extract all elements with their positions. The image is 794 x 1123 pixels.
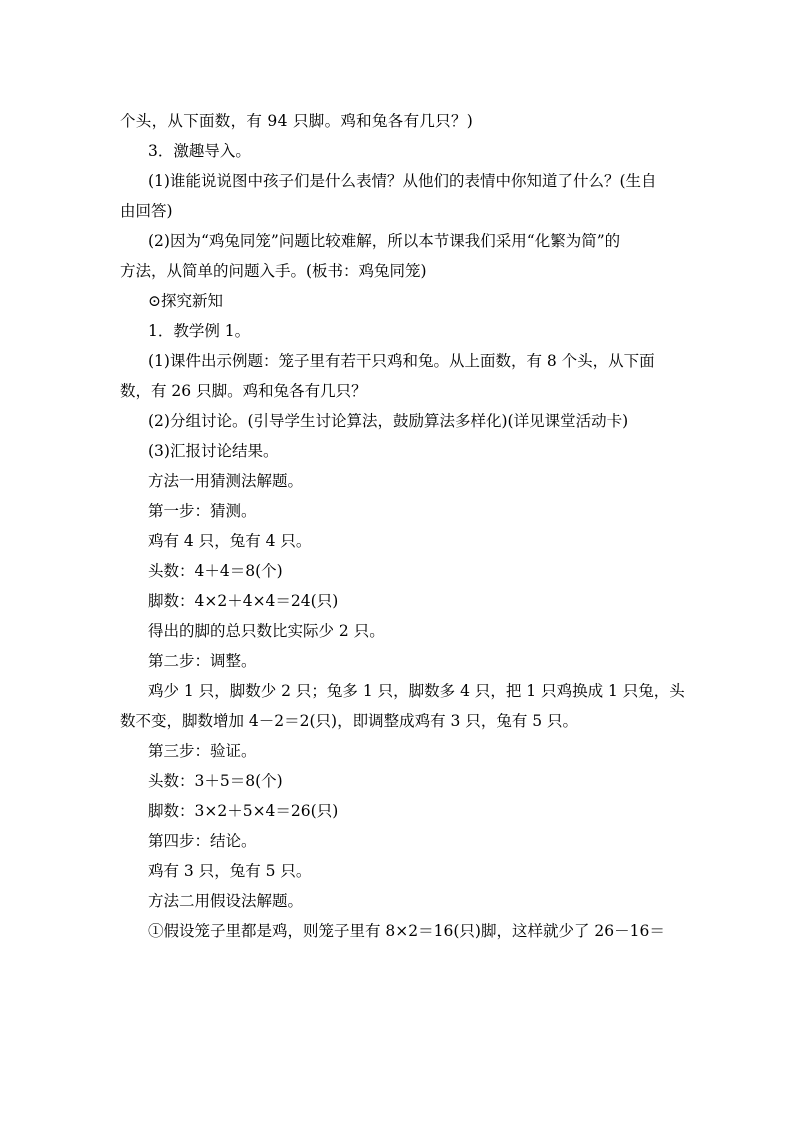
text-line: 个头，从下面数，有 94 只脚。鸡和兔各有几只？) (120, 112, 474, 130)
text-line: (2)因为“鸡兔同笼”问题比较难解，所以本节课我们采用“化繁为简”的 (148, 232, 621, 250)
text-line: 3．激趣导入。 (148, 142, 251, 160)
text-line: 鸡有 4 只，兔有 4 只。 (148, 532, 312, 550)
equation-line: 头数：3＋5＝8(个) (148, 772, 283, 790)
text-line: 鸡有 3 只，兔有 5 只。 (148, 862, 312, 880)
text-line: 得出的脚的总只数比实际少 2 只。 (148, 622, 385, 640)
text-line: (2)分组讨论。(引导学生讨论算法，鼓励算法多样化)(详见课堂活动卡) (148, 412, 629, 430)
equation-line: 头数：4＋4＝8(个) (148, 562, 283, 580)
text-line: 方法一用猜测法解题。 (148, 472, 304, 490)
text-line: (1)课件出示例题：笼子里有若干只鸡和兔。从上面数，有 8 个头，从下面 (148, 352, 655, 370)
text-line: 数不变，脚数增加 4－2＝2(只)，即调整成鸡有 3 只，兔有 5 只。 (120, 712, 579, 730)
document-body (120, 106, 685, 946)
text-line: (3)汇报讨论结果。 (148, 442, 279, 460)
text-line: 方法，从简单的问题入手。(板书：鸡兔同笼) (120, 262, 427, 280)
text-line: 第四步：结论。 (148, 832, 257, 850)
text-line: 鸡少 1 只，脚数少 2 只；兔多 1 只，脚数多 4 只，把 1 只鸡换成 1 只兔，头 (148, 682, 685, 700)
section-heading: ⊙探究新知 (148, 292, 223, 310)
equation-line: 脚数：3×2＋5×4＝26(只) (148, 802, 339, 820)
text-line: 由回答) (120, 202, 173, 220)
text-line: ①假设笼子里都是鸡，则笼子里有 8×2＝16(只)脚，这样就少了 26－16＝ (148, 922, 665, 940)
text-line: (1)谁能说说图中孩子们是什么表情？从他们的表情中你知道了什么？(生自 (148, 172, 657, 190)
text-line: 方法二用假设法解题。 (148, 892, 304, 910)
text-line: 数，有 26 只脚。鸡和兔各有几只？ (120, 382, 367, 400)
text-line: 1．教学例 1。 (148, 322, 251, 340)
text-line: 第一步：猜测。 (148, 502, 257, 520)
text-line: 第二步：调整。 (148, 652, 257, 670)
equation-line: 脚数：4×2＋4×4＝24(只) (148, 592, 339, 610)
text-line: 第三步：验证。 (148, 742, 257, 760)
